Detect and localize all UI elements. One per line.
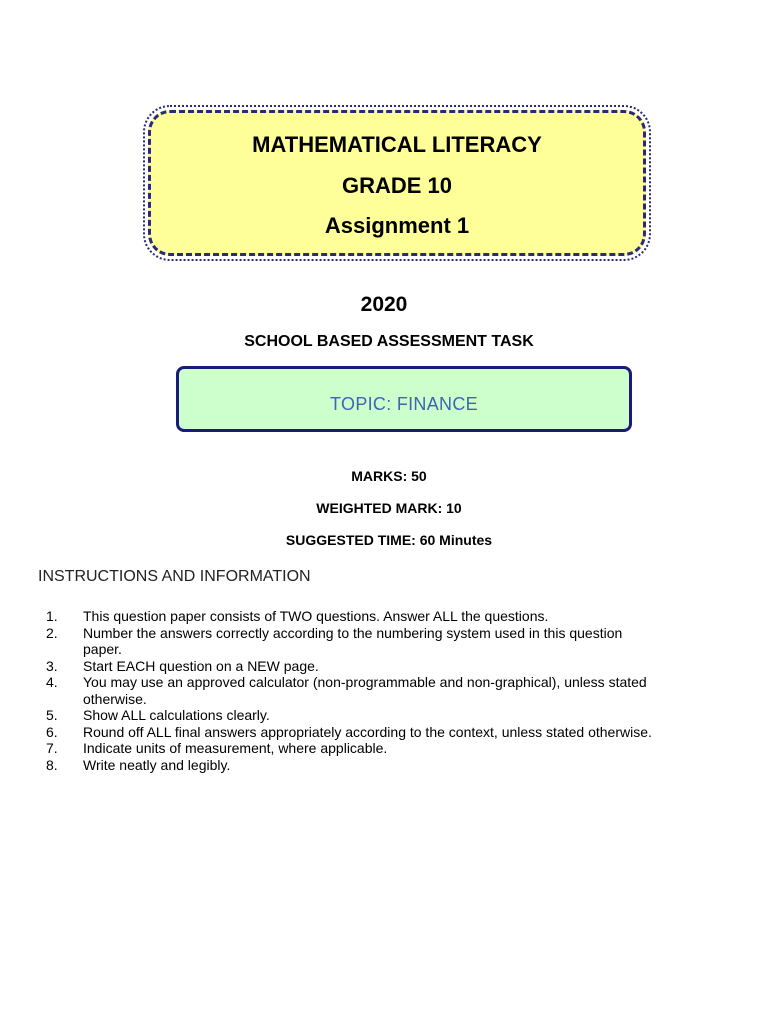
list-item — [0, 740, 768, 757]
list-item-continuation — [0, 641, 768, 658]
item-text: Start EACH question on a NEW page. — [83, 657, 319, 674]
list-item — [0, 608, 768, 625]
item-text: Indicate units of measurement, where applicable. — [83, 740, 388, 756]
marks-label: MARKS: 50 — [351, 468, 427, 484]
item-text: This question paper consists of TWO questions. Answer ALL the questions. — [83, 608, 549, 624]
item-text-continued: otherwise. — [83, 690, 147, 707]
item-number: 4. — [46, 674, 58, 690]
instructions-heading: INSTRUCTIONS AND INFORMATION — [38, 568, 311, 585]
suggested-time-label: SUGGESTED TIME: 60 Minutes — [285, 532, 493, 548]
assignment-title: Assignment 1 — [324, 213, 470, 238]
item-number: 3. — [46, 657, 58, 674]
weighted-mark-label: WEIGHTED MARK: 10 — [316, 500, 462, 516]
item-text: Number the answers correctly according to the numbering system used in this question — [83, 624, 623, 641]
item-text: Show ALL calculations clearly. — [83, 707, 270, 723]
list-item-continuation — [0, 691, 768, 708]
item-number: 6. — [46, 723, 58, 740]
item-number: 7. — [46, 740, 58, 756]
item-number: 5. — [46, 707, 58, 723]
item-text-continued: paper. — [83, 641, 122, 657]
item-text: Write neatly and legibly. — [83, 756, 231, 773]
topic-box — [176, 366, 632, 432]
topic-label: TOPIC: FINANCE — [330, 394, 478, 414]
list-item — [0, 724, 768, 741]
year: 2020 — [360, 293, 408, 316]
list-item — [0, 757, 768, 774]
grade-title: GRADE 10 — [341, 173, 453, 198]
item-text: Round off ALL final answers appropriately according to the context, unless stated otherwise. — [83, 723, 652, 740]
instructions-list — [0, 608, 768, 773]
task-title: SCHOOL BASED ASSESSMENT TASK — [244, 333, 534, 350]
item-text: You may use an approved calculator (non-programmable and non-graphical), unless stated — [83, 674, 647, 690]
list-item — [0, 658, 768, 675]
item-number: 2. — [46, 624, 58, 641]
item-number: 1. — [46, 608, 58, 624]
item-number: 8. — [46, 756, 58, 773]
title-box — [148, 110, 646, 256]
list-item — [0, 674, 768, 691]
subject-title: MATHEMATICAL LITERACY — [252, 132, 542, 157]
list-item — [0, 625, 768, 642]
list-item — [0, 707, 768, 724]
